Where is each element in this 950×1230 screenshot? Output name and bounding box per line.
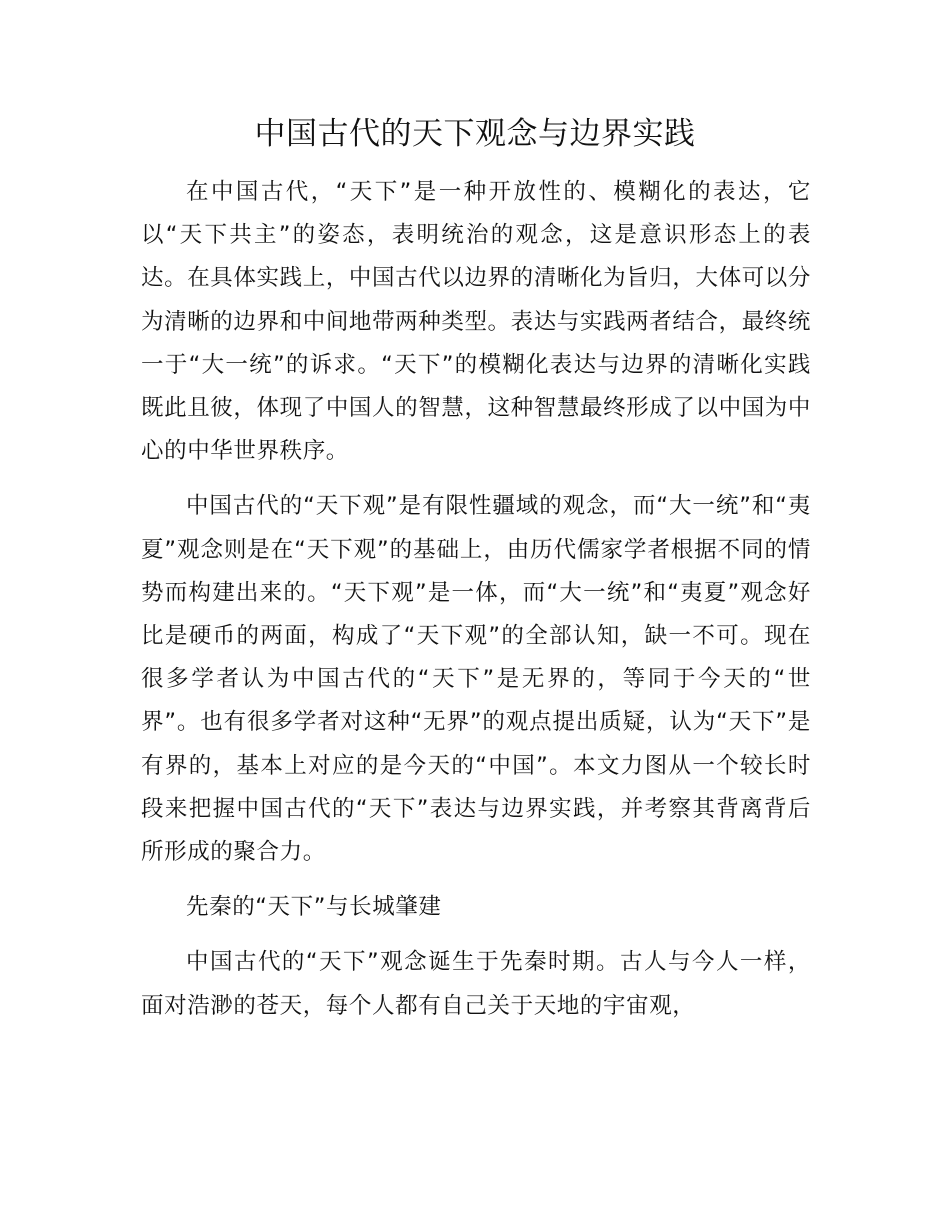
paragraph-tianxia-view: 中国古代的“天下观”是有限性疆域的观念，而“大一统”和“夷夏”观念则是在“天下观”的基础上，由历代儒家学者根据不同的情势而构建出来的。“天下观”是一体，而“大一统”和“夷夏”观念好比是硬币的两面，构成了“天下观”的全部认知，缺一不可。现在很多学者认为中国古代的“天下”是无界的，等同于今天的“世界”。也有很多学者对这种“无界”的观点提出质疑，认为“天下”是有界的，基本上对应的是今天的“中国”。本文力图从一个较长时段来把握中国古代的“天下”表达与边界实践，并考察其背离背后所形成的聚合力。 [141, 493, 811, 866]
document-title: 中国古代的天下观念与边界实践 [254, 116, 696, 152]
document-body [141, 171, 811, 1040]
paragraph-intro: 在中国古代，“天下”是一种开放性的、模糊化的表达，它以“天下共主”的姿态，表明统治的观念，这是意识形态上的表达。在具体实践上，中国古代以边界的清晰化为旨归，大体可以分为清晰的边界和中间地带两种类型。表达与实践两者结合，最终统一于“大一统”的诉求。“天下”的模糊化表达与边界的清晰化实践既此且彼，体现了中国人的智慧，这种智慧最终形成了以中国为中心的中华世界秩序。 [141, 179, 811, 465]
section-heading: 先秦的“天下”与长城肇建 [186, 894, 442, 921]
paragraph-section-start: 中国古代的“天下”观念诞生于先秦时期。古人与今人一样，面对浩渺的苍天，每个人都有自己关于天地的宇宙观， [141, 949, 811, 1019]
